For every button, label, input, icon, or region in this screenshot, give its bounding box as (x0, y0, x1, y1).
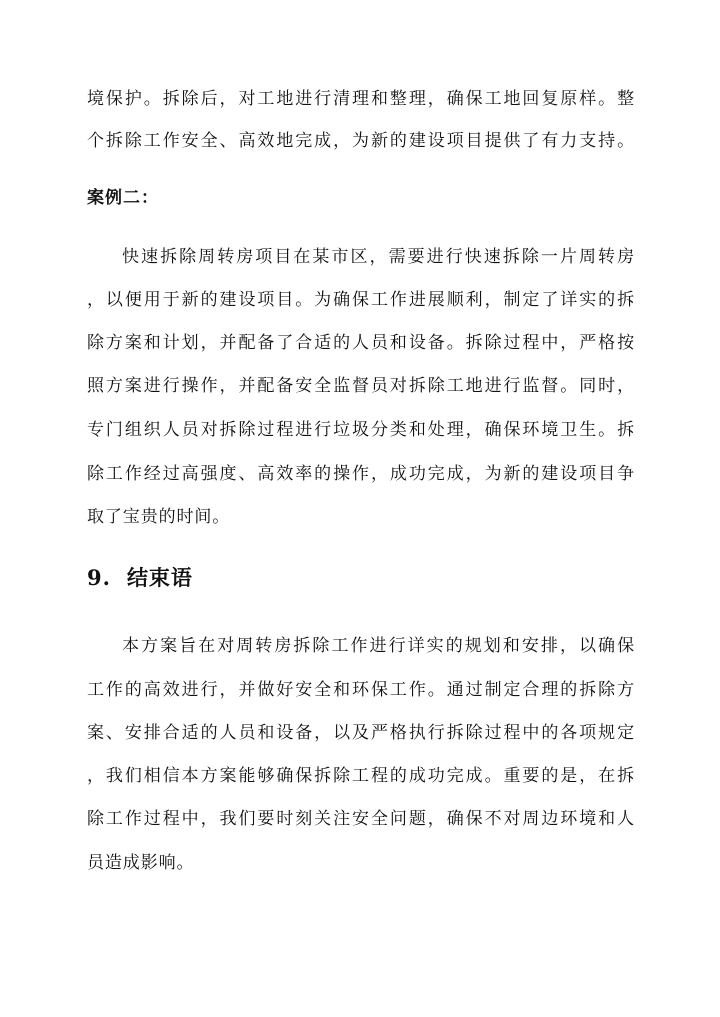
paragraph-line: ，以便用于新的建设项目。为确保工作进展顺利，制定了详实的拆 (87, 290, 635, 310)
paragraph-line: 案、安排合适的人员和设备，以及严格执行拆除过程中的各项规定 (87, 723, 635, 743)
paragraph-line: 取了宝贵的时间。 (87, 507, 231, 527)
case-heading: 案例二： (87, 188, 159, 208)
section-title: 结束语 (126, 565, 193, 590)
paragraph-line: 照方案进行操作，并配备安全监督员对拆除工地进行监督。同时， (87, 376, 635, 396)
section-number: 9. (87, 565, 111, 590)
paragraph-line: 除方案和计划，并配备了合适的人员和设备。拆除过程中，严格按 (87, 333, 635, 353)
paragraph-line: 境保护。拆除后，对工地进行清理和整理，确保工地回复原样。整 (87, 89, 635, 109)
paragraph-line: ，我们相信本方案能够确保拆除工程的成功完成。重要的是，在拆 (87, 766, 635, 786)
paragraph-line: 专门组织人员对拆除过程进行垃圾分类和处理，确保环境卫生。拆 (87, 420, 635, 440)
paragraph-line: 快速拆除周转房项目在某市区，需要进行快速拆除一片周转房 (122, 247, 635, 267)
paragraph-line: 工作的高效进行，并做好安全和环保工作。通过制定合理的拆除方 (87, 680, 635, 700)
paragraph-line: 员造成影响。 (87, 853, 195, 873)
section-heading (87, 564, 193, 592)
paragraph-line: 本方案旨在对周转房拆除工作进行详实的规划和安排，以确保 (122, 636, 635, 656)
paragraph-line: 除工作经过高强度、高效率的操作，成功完成，为新的建设项目争 (87, 464, 635, 484)
paragraph-line: 除工作过程中，我们要时刻关注安全问题，确保不对周边环境和人 (87, 809, 635, 829)
paragraph-line: 个拆除工作安全、高效地完成，为新的建设项目提供了有力支持。 (87, 131, 635, 151)
